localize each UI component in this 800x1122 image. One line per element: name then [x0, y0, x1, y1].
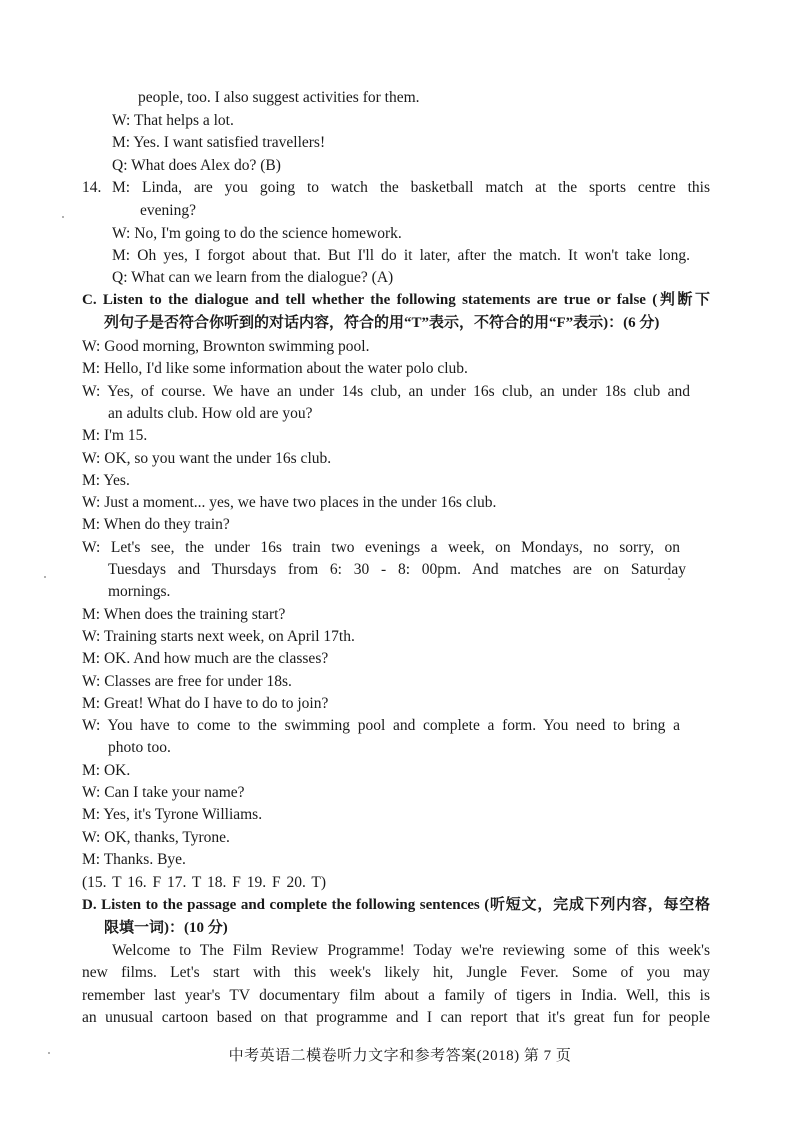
- speaker-label: Q:: [112, 269, 128, 286]
- dialogue-text: When does the training start?: [103, 606, 286, 623]
- speaker-label: W:: [82, 717, 101, 734]
- dialogue-text: Great! What do I have to do to join?: [103, 695, 329, 712]
- scan-speck: [48, 1052, 50, 1054]
- dialogue-line: [112, 246, 690, 266]
- question-number: 14.: [82, 179, 102, 196]
- speaker-label: W:: [82, 450, 101, 467]
- speaker-label: M:: [112, 247, 131, 264]
- speaker-label: M:: [82, 762, 101, 779]
- dialogue-text: photo too.: [108, 739, 171, 756]
- dialogue-line: [112, 224, 402, 244]
- dialogue-line: [82, 716, 680, 736]
- page-footer: 中考英语二模卷听力文字和参考答案(2018) 第 7 页: [228, 1048, 572, 1064]
- dialogue-line: [108, 404, 312, 424]
- speaker-label: M:: [82, 427, 101, 444]
- question-text: What does Alex do? (B): [131, 157, 281, 174]
- dialogue-line: [108, 582, 170, 602]
- dialogue-text: OK.: [103, 762, 131, 779]
- dialogue-text: OK, so you want the under 16s club.: [104, 450, 332, 467]
- dialogue-text: Tuesdays and Thursdays from 6: 30 - 8: 00pm. And matches are on Saturday: [108, 561, 686, 578]
- speaker-label: M:: [82, 472, 101, 489]
- dialogue-text: Let's see, the under 16s train two evenings a week, on Mondays, no sorry, on: [110, 539, 681, 556]
- section-c-heading-cont: 列句子是否符合你听到的对话内容，符合的用“T”表示，不符合的用“F”表示)：(6 分): [104, 315, 660, 331]
- speaker-label: M:: [82, 516, 101, 533]
- speaker-label: W:: [82, 494, 101, 511]
- dialogue-text: Yes, of course. We have an under 14s club, an under 16s club, an under 18s club and: [107, 383, 690, 400]
- speaker-label: M:: [82, 695, 101, 712]
- speaker-label: W:: [82, 539, 101, 556]
- dialogue-text: That helps a lot.: [133, 112, 234, 129]
- speaker-label: Q:: [112, 157, 128, 174]
- dialogue-text: Yes.: [103, 472, 130, 489]
- dialogue-line: [82, 471, 130, 491]
- speaker-label: W:: [82, 338, 101, 355]
- speaker-label: W:: [82, 383, 101, 400]
- dialogue-line: [108, 560, 686, 580]
- passage-line: an unusual cartoon based on that programme and I can report that it's great fun for people: [82, 1009, 710, 1026]
- speaker-label: M:: [112, 179, 131, 196]
- dialogue-line: [82, 672, 292, 692]
- speaker-label: M:: [82, 606, 101, 623]
- dialogue-text: You have to come to the swimming pool and complete a form. You need to bring a: [107, 717, 680, 734]
- dialogue-line: [82, 605, 285, 625]
- dialogue-text: Classes are free for under 18s.: [104, 673, 292, 690]
- dialogue-text: Oh yes, I forgot about that. But I'll do it later, after the match. It won't take long.: [137, 247, 690, 264]
- question-line: [112, 156, 281, 176]
- speaker-label: W:: [112, 225, 131, 242]
- dialogue-line: [82, 426, 147, 446]
- passage-line: Welcome to The Film Review Programme! Today we're reviewing some of this week's: [112, 942, 710, 959]
- passage-line: remember last year's TV documentary film about a family of tigers in India. Well, this is: [82, 987, 710, 1004]
- dialogue-line: [82, 493, 496, 513]
- speaker-label: M:: [82, 851, 101, 868]
- speaker-label: W:: [82, 628, 101, 645]
- dialogue-text: Yes, it's Tyrone Williams.: [103, 806, 263, 823]
- dialogue-text: Hello, I'd like some information about the water polo club.: [103, 360, 468, 377]
- passage-line: new films. Let's start with this week's likely hit, Jungle Fever. Some of you may: [82, 964, 710, 981]
- section-d-heading: D. Listen to the passage and complete the following sentences (听短文，完成下列内容，每空格: [82, 897, 710, 913]
- dialogue-line: [82, 694, 328, 714]
- dialogue-line: [82, 783, 245, 803]
- dialogue-text: Can I take your name?: [104, 784, 245, 801]
- dialogue-text: Linda, are you going to watch the basketball match at the sports centre this: [141, 179, 710, 196]
- dialogue-text: OK. And how much are the classes?: [103, 650, 329, 667]
- dialogue-line: [108, 738, 171, 758]
- section-c-heading: C. Listen to the dialogue and tell whether the following statements are true or false (判断下: [82, 292, 710, 308]
- speaker-label: M:: [112, 134, 131, 151]
- dialogue-line: [82, 627, 355, 647]
- dialogue-text: Good morning, Brownton swimming pool.: [104, 338, 370, 355]
- scan-speck: [668, 578, 670, 580]
- speaker-label: W:: [82, 784, 101, 801]
- speaker-label: M:: [82, 360, 101, 377]
- question-text: What can we learn from the dialogue? (A): [131, 269, 394, 286]
- dialogue-line: [82, 850, 186, 870]
- dialogue-text: When do they train?: [103, 516, 230, 533]
- dialogue-line: [82, 538, 680, 558]
- dialogue-text: I'm 15.: [103, 427, 148, 444]
- dialogue-text: Just a moment... yes, we have two places in the under 16s club.: [104, 494, 497, 511]
- dialogue-text: Training starts next week, on April 17th.: [103, 628, 355, 645]
- question-line: [112, 268, 393, 288]
- dialogue-line: [112, 178, 710, 198]
- dialogue-text: an adults club. How old are you?: [108, 405, 313, 422]
- dialogue-line: [82, 649, 328, 669]
- dialogue-text: No, I'm going to do the science homework.: [134, 225, 402, 242]
- speaker-label: M:: [82, 650, 101, 667]
- dialogue-line: [82, 337, 369, 357]
- speaker-label: W:: [112, 112, 131, 129]
- speaker-label: W:: [82, 829, 101, 846]
- dialogue-text: Thanks. Bye.: [103, 851, 186, 868]
- scan-speck: [44, 576, 46, 578]
- section-d-heading-cont: 限填一词)：(10 分): [104, 920, 228, 936]
- text-line: people, too. I also suggest activities for them.: [138, 89, 420, 106]
- dialogue-text: OK, thanks, Tyrone.: [104, 829, 230, 846]
- dialogue-line: [82, 761, 130, 781]
- dialogue-text: Yes. I want satisfied travellers!: [133, 134, 326, 151]
- scan-speck: [62, 216, 64, 218]
- speaker-label: W:: [82, 673, 101, 690]
- speaker-label: M:: [82, 806, 101, 823]
- dialogue-line: evening?: [140, 202, 196, 219]
- dialogue-line: [82, 805, 262, 825]
- dialogue-line: [82, 828, 230, 848]
- dialogue-line: [112, 111, 234, 131]
- answer-key: (15. T 16. F 17. T 18. F 19. F 20. T): [82, 874, 327, 891]
- dialogue-line: [82, 359, 468, 379]
- dialogue-line: [82, 382, 690, 402]
- dialogue-line: [82, 449, 331, 469]
- dialogue-line: [82, 515, 230, 535]
- dialogue-text: mornings.: [108, 583, 171, 600]
- dialogue-line: [112, 133, 325, 153]
